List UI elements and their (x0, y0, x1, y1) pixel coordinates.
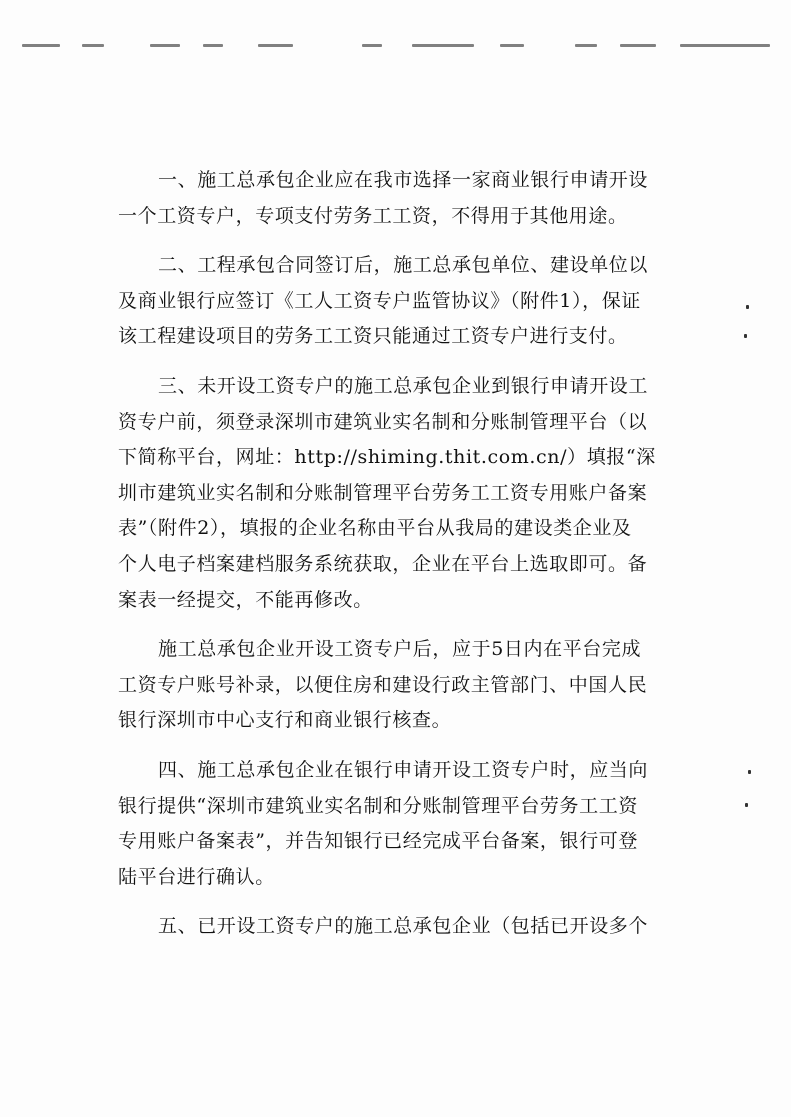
text-line: 案表一经提交，不能再修改。 (118, 588, 373, 611)
text-line: 表”（附件2），填报的企业名称由平台从我局的建设类企业及 (118, 517, 632, 540)
text-line: 圳市建筑业实名制和分账制管理平台劳务工工资专用账户备案 (118, 481, 648, 504)
text-line: 该工程建设项目的劳务工工资只能通过工资专户进行支付。 (118, 325, 628, 348)
text-line: 施工总承包企业开设工资专户后，应于5日内在平台完成 (158, 638, 642, 661)
text-line: 银行深圳市中心支行和商业银行核查。 (118, 709, 452, 732)
text-line: 五、已开设工资专户的施工总承包企业（包括已开设多个 (158, 915, 649, 938)
text-line: 下简称平台，网址：http://shiming.thit.com.cn/）填报“深 (118, 446, 656, 469)
scan-header-artifacts (0, 40, 791, 54)
paragraph-account-supplement (118, 632, 670, 739)
scan-speck (745, 803, 748, 807)
paragraph-supervision-agreement (118, 248, 670, 355)
text-line: 陆平台进行确认。 (118, 865, 275, 888)
scan-speck (748, 770, 751, 774)
text-line: 个人电子档案建档服务系统获取，企业在平台上选取即可。备 (118, 552, 648, 575)
scan-speck (746, 305, 749, 309)
text-line: 三、未开设工资专户的施工总承包企业到银行申请开设工 (158, 374, 649, 397)
text-line: 工资专户账号补录，以便住房和建设行政主管部门、中国人民 (118, 673, 648, 696)
paragraph-bank-selection (118, 163, 670, 234)
text-line: 一个工资专户，专项支付劳务工工资，不得用于其他用途。 (118, 204, 628, 227)
paragraph-bank-confirmation (118, 753, 670, 895)
paragraph-existing-accounts (118, 909, 670, 945)
text-line: 一、施工总承包企业应在我市选择一家商业银行申请开设 (158, 169, 649, 191)
text-line: 专用账户备案表”，并告知银行已经完成平台备案，银行可登 (118, 830, 638, 853)
paragraph-platform-registration (118, 369, 670, 618)
document-body (118, 163, 670, 945)
text-line: 资专户前，须登录深圳市建筑业实名制和分账制管理平台（以 (118, 410, 648, 433)
text-line: 二、工程承包合同签订后，施工总承包单位、建设单位以 (158, 254, 649, 277)
text-line: 四、施工总承包企业在银行申请开设工资专户时，应当向 (158, 758, 649, 781)
scan-speck (744, 334, 747, 338)
text-line: 及商业银行应签订《工人工资专户监管协议》（附件1），保证 (118, 289, 641, 312)
text-line: 银行提供“深圳市建筑业实名制和分账制管理平台劳务工工资 (118, 794, 638, 817)
